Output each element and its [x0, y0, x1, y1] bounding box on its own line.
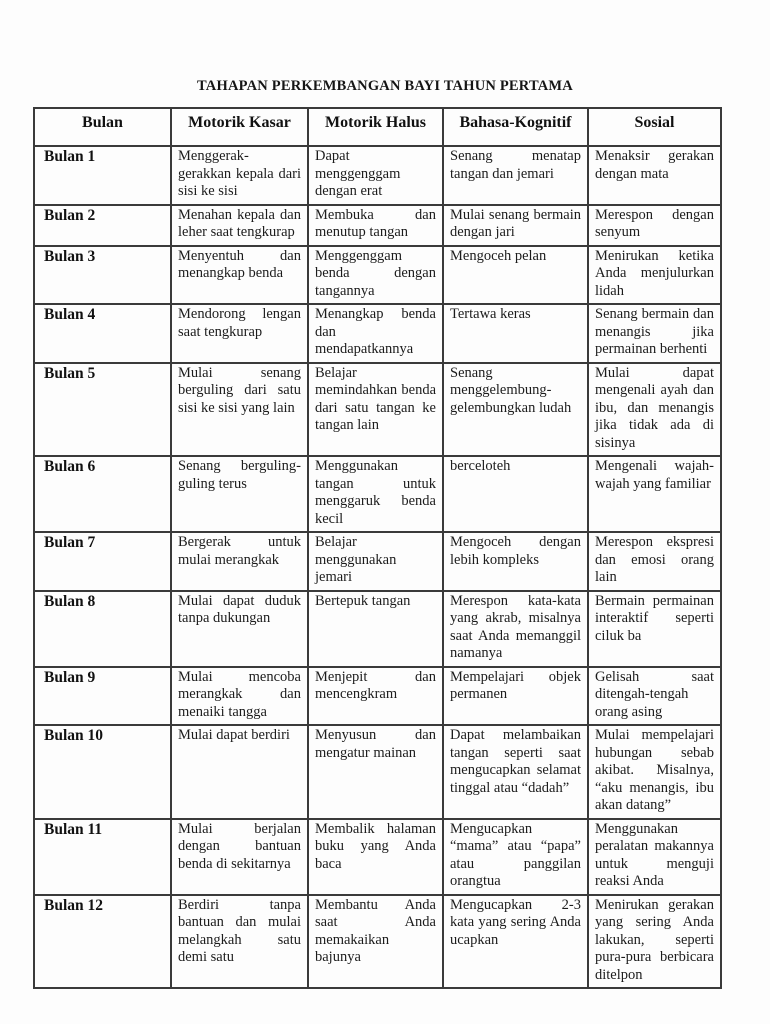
bahasa-kognitif-cell: Mempelajari objek permanen	[443, 667, 588, 726]
motorik-halus-cell: Membalik halaman buku yang Anda baca	[308, 819, 443, 895]
table-row-bulan-4	[34, 304, 721, 363]
month-cell: Bulan 12	[34, 895, 171, 989]
motorik-kasar-cell: Menahan kepala dan leher saat tengkurap	[171, 205, 308, 246]
document-title: TAHAPAN PERKEMBANGAN BAYI TAHUN PERTAMA	[197, 78, 573, 94]
sosial-cell: Menirukan ketika Anda menjulurkan lidah	[588, 246, 721, 305]
bahasa-kognitif-cell: berceloteh	[443, 456, 588, 532]
column-header-sosial: Sosial	[588, 108, 721, 146]
table-row-bulan-12	[34, 895, 721, 989]
sosial-cell: Merespon dengan senyum	[588, 205, 721, 246]
column-header-bulan: Bulan	[34, 108, 171, 146]
motorik-kasar-cell: Mulai senang berguling dari satu sisi ke sisi yang lain	[171, 363, 308, 457]
month-cell: Bulan 4	[34, 304, 171, 363]
table-row-bulan-11	[34, 819, 721, 895]
motorik-kasar-cell: Mulai berjalan dengan bantuan benda di sekitarnya	[171, 819, 308, 895]
motorik-kasar-cell: Bergerak untuk mulai merangkak	[171, 532, 308, 591]
month-cell: Bulan 7	[34, 532, 171, 591]
sosial-cell: Mulai mempelajari hubungan sebab akibat. Misalnya, “aku menangis, ibu akan datang”	[588, 725, 721, 819]
bahasa-kognitif-cell: Tertawa keras	[443, 304, 588, 363]
month-cell: Bulan 3	[34, 246, 171, 305]
month-cell: Bulan 5	[34, 363, 171, 457]
motorik-kasar-cell: Mulai mencoba merangkak dan menaiki tangga	[171, 667, 308, 726]
motorik-halus-cell: Membantu Anda saat Anda memakaikan bajunya	[308, 895, 443, 989]
column-header-motorik-halus: Motorik Halus	[308, 108, 443, 146]
sosial-cell: Mulai dapat mengenali ayah dan ibu, dan menangis jika tidak ada di sisinya	[588, 363, 721, 457]
table-row-bulan-1	[34, 146, 721, 205]
table-row-bulan-7	[34, 532, 721, 591]
motorik-halus-cell: Menggenggam benda dengan tangannya	[308, 246, 443, 305]
motorik-halus-cell: Menggunakan tangan untuk menggaruk benda kecil	[308, 456, 443, 532]
motorik-kasar-cell: Menggerak-gerakkan kepala dari sisi ke sisi	[171, 146, 308, 205]
month-cell: Bulan 9	[34, 667, 171, 726]
motorik-halus-cell: Belajar memindahkan benda dari satu tangan ke tangan lain	[308, 363, 443, 457]
motorik-kasar-cell: Senang berguling-guling terus	[171, 456, 308, 532]
bahasa-kognitif-cell: Mengucapkan “mama” atau “papa” atau panggilan orangtua	[443, 819, 588, 895]
table-row-bulan-2	[34, 205, 721, 246]
motorik-kasar-cell: Mendorong lengan saat tengkurap	[171, 304, 308, 363]
sosial-cell: Menaksir gerakan dengan mata	[588, 146, 721, 205]
month-cell: Bulan 2	[34, 205, 171, 246]
motorik-halus-cell: Bertepuk tangan	[308, 591, 443, 667]
motorik-kasar-cell: Berdiri tanpa bantuan dan mulai melangkah satu demi satu	[171, 895, 308, 989]
month-cell: Bulan 6	[34, 456, 171, 532]
sosial-cell: Bermain permainan interaktif seperti ciluk ba	[588, 591, 721, 667]
motorik-halus-cell: Dapat menggenggam dengan erat	[308, 146, 443, 205]
table-row-bulan-9	[34, 667, 721, 726]
motorik-kasar-cell: Mulai dapat duduk tanpa dukungan	[171, 591, 308, 667]
motorik-kasar-cell: Mulai dapat berdiri	[171, 725, 308, 819]
motorik-halus-cell: Menyusun dan mengatur mainan	[308, 725, 443, 819]
column-header-motorik-kasar: Motorik Kasar	[171, 108, 308, 146]
header-row	[34, 108, 721, 146]
sosial-cell: Mengenali wajah-wajah yang familiar	[588, 456, 721, 532]
sosial-cell: Menirukan gerakan yang sering Anda lakukan, seperti pura-pura berbicara ditelpon	[588, 895, 721, 989]
sosial-cell: Menggunakan peralatan makannya untuk menguji reaksi Anda	[588, 819, 721, 895]
month-cell: Bulan 1	[34, 146, 171, 205]
sosial-cell: Gelisah saat ditengah-tengah orang asing	[588, 667, 721, 726]
motorik-halus-cell: Menangkap benda dan mendapatkannya	[308, 304, 443, 363]
bahasa-kognitif-cell: Dapat melambaikan tangan seperti saat mengucapkan selamat tinggal atau “dadah”	[443, 725, 588, 819]
motorik-halus-cell: Menjepit dan mencengkram	[308, 667, 443, 726]
month-cell: Bulan 10	[34, 725, 171, 819]
table-row-bulan-6	[34, 456, 721, 532]
bahasa-kognitif-cell: Merespon kata-kata yang akrab, misalnya saat Anda memanggil namanya	[443, 591, 588, 667]
bahasa-kognitif-cell: Mengucapkan 2-3 kata yang sering Anda ucapkan	[443, 895, 588, 989]
column-header-bahasa-kognitif: Bahasa-Kognitif	[443, 108, 588, 146]
table-row-bulan-5	[34, 363, 721, 457]
motorik-halus-cell: Membuka dan menutup tangan	[308, 205, 443, 246]
table-row-bulan-8	[34, 591, 721, 667]
sosial-cell: Senang bermain dan menangis jika permainan berhenti	[588, 304, 721, 363]
bahasa-kognitif-cell: Mengoceh pelan	[443, 246, 588, 305]
bahasa-kognitif-cell: Mulai senang bermain dengan jari	[443, 205, 588, 246]
motorik-halus-cell: Belajar menggunakan jemari	[308, 532, 443, 591]
development-milestones-table	[33, 107, 722, 989]
motorik-kasar-cell: Menyentuh dan menangkap benda	[171, 246, 308, 305]
month-cell: Bulan 8	[34, 591, 171, 667]
table-row-bulan-3	[34, 246, 721, 305]
bahasa-kognitif-cell: Senang menatap tangan dan jemari	[443, 146, 588, 205]
bahasa-kognitif-cell: Senang menggelembung-gelembungkan ludah	[443, 363, 588, 457]
month-cell: Bulan 11	[34, 819, 171, 895]
bahasa-kognitif-cell: Mengoceh dengan lebih kompleks	[443, 532, 588, 591]
table-row-bulan-10	[34, 725, 721, 819]
sosial-cell: Merespon ekspresi dan emosi orang lain	[588, 532, 721, 591]
